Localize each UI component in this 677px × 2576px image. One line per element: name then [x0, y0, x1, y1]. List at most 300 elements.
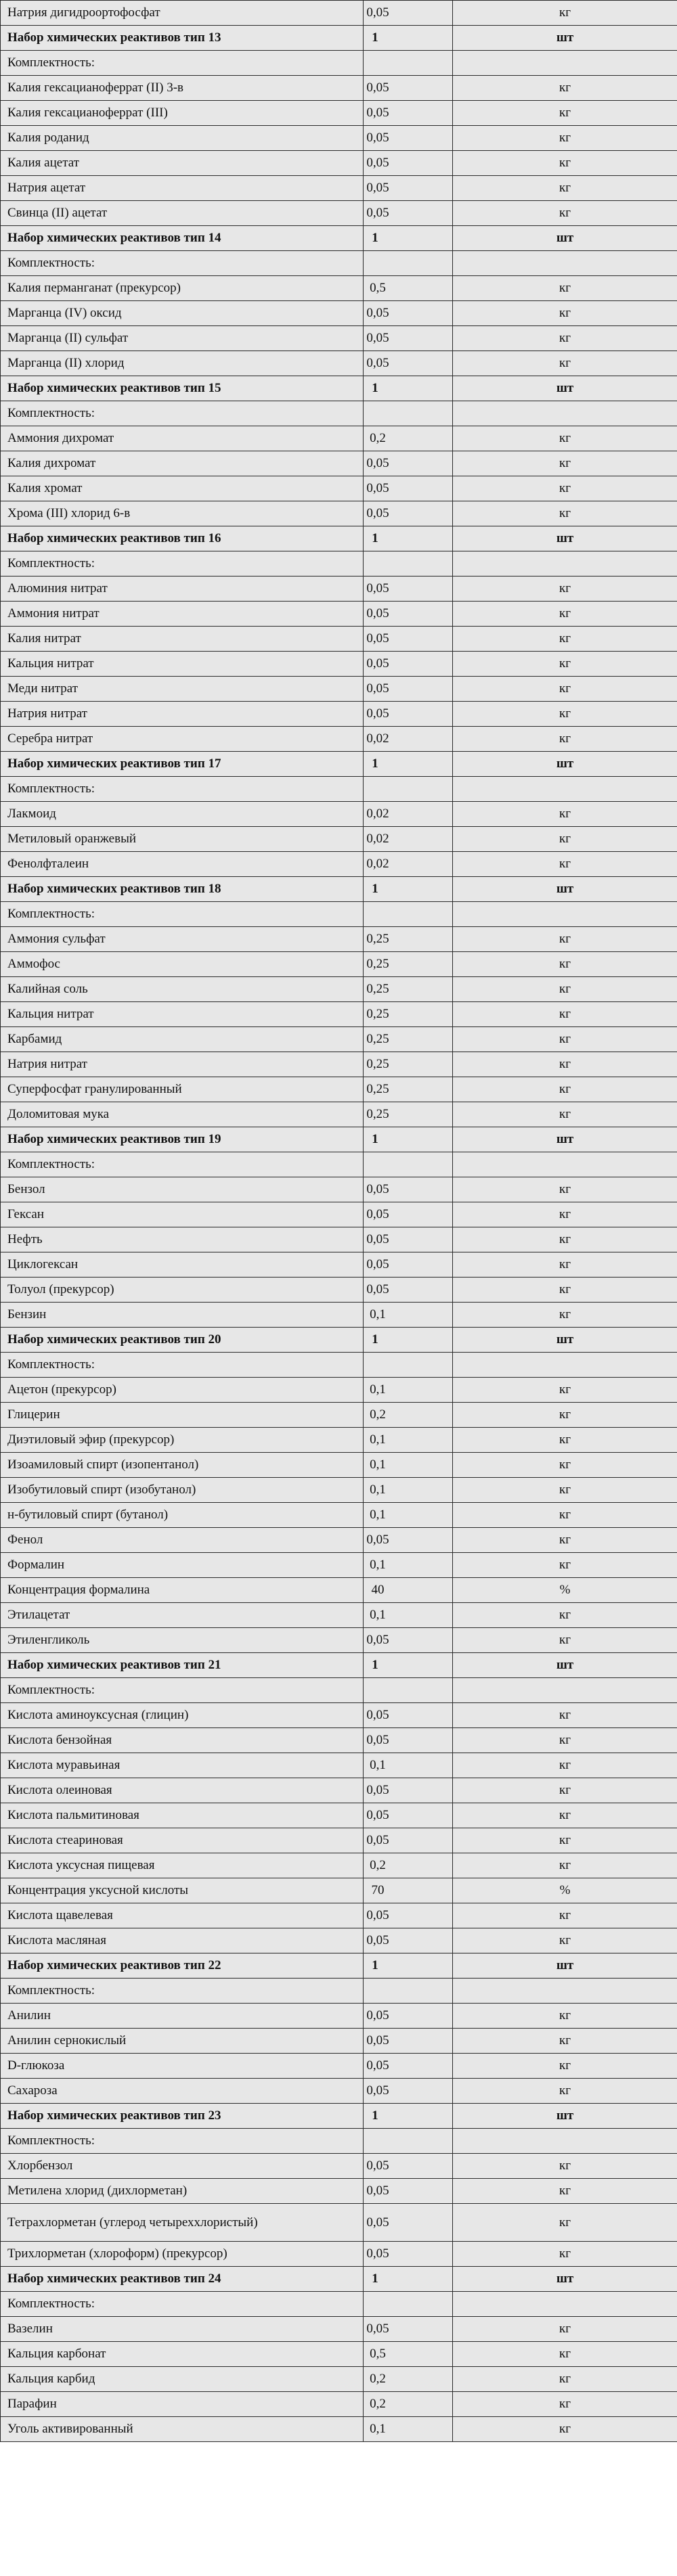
composition-row — [1, 777, 677, 802]
quantity-cell — [364, 627, 453, 652]
reagent-name-cell: Анилин сернокислый — [1, 2029, 364, 2054]
quantity-value: 0,05 — [366, 2033, 389, 2048]
composition-label-cell: Комплектность: — [1, 777, 364, 802]
kit-header-row — [1, 752, 677, 777]
table-row — [1, 1728, 677, 1753]
kit-name-cell: Набор химических реактивов тип 15 — [1, 376, 364, 401]
table-row — [1, 1603, 677, 1628]
quantity-value: 0,25 — [366, 932, 389, 946]
reagent-name-cell: Хрома (III) хлорид 6-в — [1, 501, 364, 526]
table-row — [1, 101, 677, 126]
unit-cell: кг — [453, 501, 677, 526]
quantity-value: 0,05 — [366, 1633, 389, 1647]
kit-header-row — [1, 2267, 677, 2292]
reagent-name-cell: Кислота муравьиная — [1, 1753, 364, 1778]
reagent-name-cell: Аммония сульфат — [1, 927, 364, 952]
reagent-name-cell: Калия нитрат — [1, 627, 364, 652]
quantity-cell — [364, 326, 453, 351]
reagent-name-cell: Ацетон (прекурсор) — [1, 1378, 364, 1403]
unit-cell: кг — [453, 852, 677, 877]
quantity-cell — [364, 476, 453, 501]
quantity-cell — [364, 76, 453, 101]
unit-cell: кг — [453, 1553, 677, 1578]
unit-cell: кг — [453, 1052, 677, 1077]
quantity-value: 0,25 — [366, 982, 389, 996]
quantity-cell — [364, 2317, 453, 2342]
quantity-value: 0,05 — [366, 156, 389, 170]
quantity-value: 0,05 — [366, 681, 389, 696]
unit-cell: шт — [453, 2267, 677, 2292]
table-row — [1, 802, 677, 827]
quantity-value: 0,05 — [366, 1282, 389, 1296]
quantity-value: 0,1 — [370, 1382, 386, 1397]
reagent-name-cell: Фенол — [1, 1528, 364, 1553]
kit-header-row — [1, 2104, 677, 2129]
table-row — [1, 1027, 677, 1052]
unit-cell: кг — [453, 2054, 677, 2079]
quantity-cell — [364, 802, 453, 827]
reagent-name-cell: Суперфосфат гранулированный — [1, 1077, 364, 1102]
quantity-cell — [364, 652, 453, 677]
quantity-cell — [364, 1728, 453, 1753]
quantity-cell — [364, 1102, 453, 1127]
quantity-value: 0,05 — [366, 656, 389, 671]
table-row — [1, 2004, 677, 2029]
unit-cell — [453, 251, 677, 276]
reagent-name-cell: Марганца (II) сульфат — [1, 326, 364, 351]
composition-label-cell: Комплектность: — [1, 51, 364, 76]
unit-cell: кг — [453, 1027, 677, 1052]
unit-cell: кг — [453, 1428, 677, 1453]
quantity-cell — [364, 1953, 453, 1979]
quantity-value: 0,05 — [366, 2008, 389, 2023]
quantity-cell — [364, 1428, 453, 1453]
kit-name-cell: Набор химических реактивов тип 19 — [1, 1127, 364, 1152]
quantity-cell — [364, 2242, 453, 2267]
reagents-table-body — [1, 1, 677, 2442]
unit-cell: кг — [453, 1, 677, 26]
quantity-cell — [364, 1227, 453, 1252]
quantity-cell — [364, 201, 453, 226]
unit-cell: шт — [453, 752, 677, 777]
quantity-value: 0,1 — [370, 1307, 386, 1321]
table-row — [1, 1, 677, 26]
table-row — [1, 927, 677, 952]
table-row — [1, 2054, 677, 2079]
unit-cell: кг — [453, 1252, 677, 1278]
reagent-name-cell: Калия хромат — [1, 476, 364, 501]
table-row — [1, 1628, 677, 1653]
table-row — [1, 1303, 677, 1328]
unit-cell: кг — [453, 1453, 677, 1478]
quantity-cell — [364, 376, 453, 401]
table-row — [1, 2367, 677, 2392]
quantity-cell — [364, 2104, 453, 2129]
quantity-cell — [364, 752, 453, 777]
quantity-cell — [364, 2154, 453, 2179]
table-row — [1, 1753, 677, 1778]
unit-cell: шт — [453, 526, 677, 551]
quantity-value: 0,05 — [366, 356, 389, 370]
unit-cell: кг — [453, 2417, 677, 2442]
quantity-value: 0,2 — [370, 1407, 386, 1422]
quantity-value: 0,05 — [366, 1733, 389, 1747]
quantity-cell — [364, 777, 453, 802]
quantity-value: 0,1 — [370, 1508, 386, 1522]
unit-cell: шт — [453, 2104, 677, 2129]
kit-name-cell: Набор химических реактивов тип 24 — [1, 2267, 364, 2292]
quantity-cell — [364, 1453, 453, 1478]
quantity-cell — [364, 602, 453, 627]
quantity-value: 0,05 — [366, 606, 389, 620]
table-row — [1, 627, 677, 652]
kit-name-cell: Набор химических реактивов тип 18 — [1, 877, 364, 902]
quantity-cell — [364, 426, 453, 451]
unit-cell: кг — [453, 2204, 677, 2242]
quantity-value: 0,25 — [366, 1107, 389, 1121]
table-row — [1, 977, 677, 1002]
kit-header-row — [1, 526, 677, 551]
reagent-name-cell: Анилин — [1, 2004, 364, 2029]
quantity-value: 0,05 — [366, 2159, 389, 2173]
unit-cell: кг — [453, 1853, 677, 1878]
reagent-name-cell: Аммония дихромат — [1, 426, 364, 451]
kit-header-row — [1, 226, 677, 251]
quantity-value: 0,05 — [366, 456, 389, 470]
unit-cell: шт — [453, 26, 677, 51]
kit-header-row — [1, 26, 677, 51]
quantity-cell — [364, 877, 453, 902]
unit-cell: шт — [453, 1653, 677, 1678]
quantity-value: 0,05 — [366, 331, 389, 345]
unit-cell: шт — [453, 877, 677, 902]
quantity-cell — [364, 2267, 453, 2292]
table-row — [1, 1778, 677, 1803]
quantity-cell — [364, 401, 453, 426]
reagent-name-cell: Циклогексан — [1, 1252, 364, 1278]
reagent-name-cell: Глицерин — [1, 1403, 364, 1428]
quantity-value: 0,05 — [366, 1808, 389, 1822]
composition-row — [1, 251, 677, 276]
quantity-value: 0,05 — [366, 1182, 389, 1196]
quantity-cell — [364, 1303, 453, 1328]
quantity-cell — [364, 276, 453, 301]
table-row — [1, 1928, 677, 1953]
composition-row — [1, 902, 677, 927]
table-row — [1, 1002, 677, 1027]
kit-header-row — [1, 1127, 677, 1152]
kit-header-row — [1, 376, 677, 401]
quantity-cell — [364, 351, 453, 376]
table-row — [1, 301, 677, 326]
table-row — [1, 476, 677, 501]
quantity-value: 0,5 — [370, 281, 386, 295]
quantity-value: 0,2 — [370, 431, 386, 445]
reagent-name-cell: Кислота пальмитиновая — [1, 1803, 364, 1828]
unit-cell: кг — [453, 577, 677, 602]
reagent-name-cell: Концентрация уксусной кислоты — [1, 1878, 364, 1903]
unit-cell: кг — [453, 1703, 677, 1728]
quantity-cell — [364, 1328, 453, 1353]
reagent-name-cell: Калия роданид — [1, 126, 364, 151]
unit-cell: кг — [453, 727, 677, 752]
reagent-name-cell: Алюминия нитрат — [1, 577, 364, 602]
table-row — [1, 1578, 677, 1603]
reagent-name-cell: Меди нитрат — [1, 677, 364, 702]
reagent-name-cell: Кислота щавелевая — [1, 1903, 364, 1928]
table-row — [1, 2154, 677, 2179]
quantity-cell — [364, 176, 453, 201]
unit-cell: кг — [453, 802, 677, 827]
table-row — [1, 2204, 677, 2242]
unit-cell: шт — [453, 1127, 677, 1152]
unit-cell: кг — [453, 301, 677, 326]
quantity-cell — [364, 26, 453, 51]
reagent-name-cell: Хлорбензол — [1, 2154, 364, 2179]
unit-cell: кг — [453, 1778, 677, 1803]
unit-cell: кг — [453, 602, 677, 627]
quantity-value: 0,05 — [366, 106, 389, 120]
table-row — [1, 2242, 677, 2267]
quantity-value: 0,25 — [366, 1032, 389, 1046]
quantity-cell — [364, 251, 453, 276]
reagent-name-cell: Калия перманганат (прекурсор) — [1, 276, 364, 301]
unit-cell: кг — [453, 1503, 677, 1528]
quantity-cell — [364, 1252, 453, 1278]
reagent-name-cell: Уголь активированный — [1, 2417, 364, 2442]
composition-row — [1, 1152, 677, 1177]
quantity-value: 0,25 — [366, 1007, 389, 1021]
quantity-cell — [364, 1077, 453, 1102]
quantity-value: 1 — [372, 531, 378, 545]
table-row — [1, 1202, 677, 1227]
unit-cell: кг — [453, 2342, 677, 2367]
quantity-cell — [364, 677, 453, 702]
reagent-name-cell: Кальция нитрат — [1, 652, 364, 677]
unit-cell — [453, 401, 677, 426]
quantity-value: 0,2 — [370, 1858, 386, 1872]
quantity-value: 0,25 — [366, 1082, 389, 1096]
quantity-value: 1 — [372, 1958, 378, 1972]
unit-cell: кг — [453, 2392, 677, 2417]
quantity-value: 0,2 — [370, 2372, 386, 2386]
quantity-cell — [364, 1928, 453, 1953]
table-row — [1, 1227, 677, 1252]
unit-cell — [453, 1678, 677, 1703]
quantity-cell — [364, 1653, 453, 1678]
quantity-value: 0,05 — [366, 631, 389, 646]
quantity-value: 0,05 — [366, 2184, 389, 2198]
quantity-cell — [364, 1127, 453, 1152]
quantity-value: 1 — [372, 2108, 378, 2123]
table-row — [1, 2179, 677, 2204]
quantity-cell — [364, 501, 453, 526]
reagent-name-cell: Кислота стеариновая — [1, 1828, 364, 1853]
quantity-cell — [364, 1603, 453, 1628]
unit-cell: кг — [453, 2079, 677, 2104]
quantity-cell — [364, 1478, 453, 1503]
reagent-name-cell: Фенолфталеин — [1, 852, 364, 877]
quantity-cell — [364, 451, 453, 476]
composition-row — [1, 551, 677, 577]
table-row — [1, 276, 677, 301]
table-row — [1, 1703, 677, 1728]
composition-label-cell: Комплектность: — [1, 2129, 364, 2154]
table-row — [1, 176, 677, 201]
composition-label-cell: Комплектность: — [1, 2292, 364, 2317]
table-row — [1, 577, 677, 602]
table-row — [1, 1853, 677, 1878]
unit-cell: кг — [453, 1928, 677, 1953]
quantity-value: 0,02 — [366, 857, 389, 871]
table-row — [1, 1878, 677, 1903]
unit-cell: кг — [453, 2367, 677, 2392]
reagent-name-cell: Натрия дигидроортофосфат — [1, 1, 364, 26]
quantity-value: 0,05 — [366, 1833, 389, 1847]
quantity-cell — [364, 126, 453, 151]
unit-cell — [453, 51, 677, 76]
quantity-cell — [364, 2392, 453, 2417]
quantity-cell — [364, 1027, 453, 1052]
unit-cell: шт — [453, 226, 677, 251]
unit-cell: кг — [453, 151, 677, 176]
composition-row — [1, 1979, 677, 2004]
composition-label-cell: Комплектность: — [1, 401, 364, 426]
composition-label-cell: Комплектность: — [1, 251, 364, 276]
table-row — [1, 652, 677, 677]
quantity-cell — [364, 526, 453, 551]
quantity-cell — [364, 2367, 453, 2392]
unit-cell: кг — [453, 2029, 677, 2054]
reagent-name-cell: Натрия ацетат — [1, 176, 364, 201]
quantity-cell — [364, 952, 453, 977]
quantity-cell — [364, 577, 453, 602]
unit-cell: кг — [453, 652, 677, 677]
reagent-name-cell: Кислота олеиновая — [1, 1778, 364, 1803]
unit-cell: кг — [453, 1202, 677, 1227]
quantity-cell — [364, 2054, 453, 2079]
composition-label-cell: Комплектность: — [1, 902, 364, 927]
quantity-cell — [364, 1052, 453, 1077]
reagent-name-cell: Свинца (II) ацетат — [1, 201, 364, 226]
unit-cell: шт — [453, 376, 677, 401]
unit-cell — [453, 551, 677, 577]
quantity-cell — [364, 727, 453, 752]
quantity-value: 0,05 — [366, 81, 389, 95]
quantity-cell — [364, 927, 453, 952]
unit-cell — [453, 1353, 677, 1378]
reagent-name-cell: Кислота уксусная пищевая — [1, 1853, 364, 1878]
reagent-name-cell: Калия ацетат — [1, 151, 364, 176]
kit-name-cell: Набор химических реактивов тип 23 — [1, 2104, 364, 2129]
unit-cell: кг — [453, 702, 677, 727]
unit-cell: кг — [453, 176, 677, 201]
reagent-name-cell: Лакмоид — [1, 802, 364, 827]
unit-cell: кг — [453, 1378, 677, 1403]
reagent-name-cell: Калийная соль — [1, 977, 364, 1002]
table-row — [1, 1403, 677, 1428]
quantity-cell — [364, 1528, 453, 1553]
quantity-cell — [364, 1, 453, 26]
quantity-value: 0,1 — [370, 1758, 386, 1772]
table-row — [1, 1553, 677, 1578]
table-row — [1, 952, 677, 977]
unit-cell: кг — [453, 276, 677, 301]
reagent-name-cell: Серебра нитрат — [1, 727, 364, 752]
quantity-cell — [364, 702, 453, 727]
table-row — [1, 501, 677, 526]
reagent-name-cell: Этиленгликоль — [1, 1628, 364, 1653]
kit-header-row — [1, 1653, 677, 1678]
reagent-name-cell: Сахароза — [1, 2079, 364, 2104]
reagent-name-cell: D-глюкоза — [1, 2054, 364, 2079]
quantity-cell — [364, 852, 453, 877]
quantity-value: 40 — [371, 1583, 385, 1597]
unit-cell: кг — [453, 426, 677, 451]
quantity-value: 0,25 — [366, 957, 389, 971]
table-row — [1, 1278, 677, 1303]
quantity-cell — [364, 1202, 453, 1227]
reagent-name-cell: Нефть — [1, 1227, 364, 1252]
quantity-value: 0,05 — [366, 181, 389, 195]
composition-row — [1, 1678, 677, 1703]
quantity-value: 0,05 — [366, 1533, 389, 1547]
unit-cell: кг — [453, 1628, 677, 1653]
kit-name-cell: Набор химических реактивов тип 14 — [1, 226, 364, 251]
quantity-value: 0,02 — [366, 731, 389, 746]
reagent-name-cell: Калия гексацианоферрат (II) 3-в — [1, 76, 364, 101]
quantity-value: 1 — [372, 756, 378, 771]
unit-cell: кг — [453, 76, 677, 101]
reagent-name-cell: Изоамиловый спирт (изопентанол) — [1, 1453, 364, 1478]
reagent-name-cell: Калия дихромат — [1, 451, 364, 476]
table-row — [1, 1252, 677, 1278]
quantity-value: 1 — [372, 30, 378, 45]
reagent-name-cell: Бензол — [1, 1177, 364, 1202]
reagent-name-cell: н-бутиловый спирт (бутанол) — [1, 1503, 364, 1528]
quantity-cell — [364, 151, 453, 176]
table-row — [1, 76, 677, 101]
quantity-value: 0,05 — [366, 706, 389, 721]
reagent-name-cell: Кальция карбонат — [1, 2342, 364, 2367]
unit-cell: кг — [453, 2242, 677, 2267]
table-row — [1, 201, 677, 226]
quantity-cell — [364, 2029, 453, 2054]
quantity-value: 0,05 — [366, 481, 389, 495]
quantity-cell — [364, 1152, 453, 1177]
composition-row — [1, 2129, 677, 2154]
table-row — [1, 1903, 677, 1928]
kit-header-row — [1, 877, 677, 902]
quantity-value: 0,1 — [370, 1432, 386, 1447]
quantity-value: 0,05 — [366, 5, 389, 20]
table-row — [1, 351, 677, 376]
composition-label-cell: Комплектность: — [1, 1678, 364, 1703]
quantity-value: 0,25 — [366, 1057, 389, 1071]
kit-header-row — [1, 1953, 677, 1979]
unit-cell: кг — [453, 1303, 677, 1328]
reagent-name-cell: Метилена хлорид (дихлорметан) — [1, 2179, 364, 2204]
unit-cell: кг — [453, 326, 677, 351]
quantity-cell — [364, 51, 453, 76]
table-row — [1, 1052, 677, 1077]
quantity-cell — [364, 1853, 453, 1878]
quantity-cell — [364, 1177, 453, 1202]
quantity-value: 0,02 — [366, 832, 389, 846]
kit-name-cell: Набор химических реактивов тип 21 — [1, 1653, 364, 1678]
quantity-value: 1 — [372, 1332, 378, 1347]
table-row — [1, 1803, 677, 1828]
